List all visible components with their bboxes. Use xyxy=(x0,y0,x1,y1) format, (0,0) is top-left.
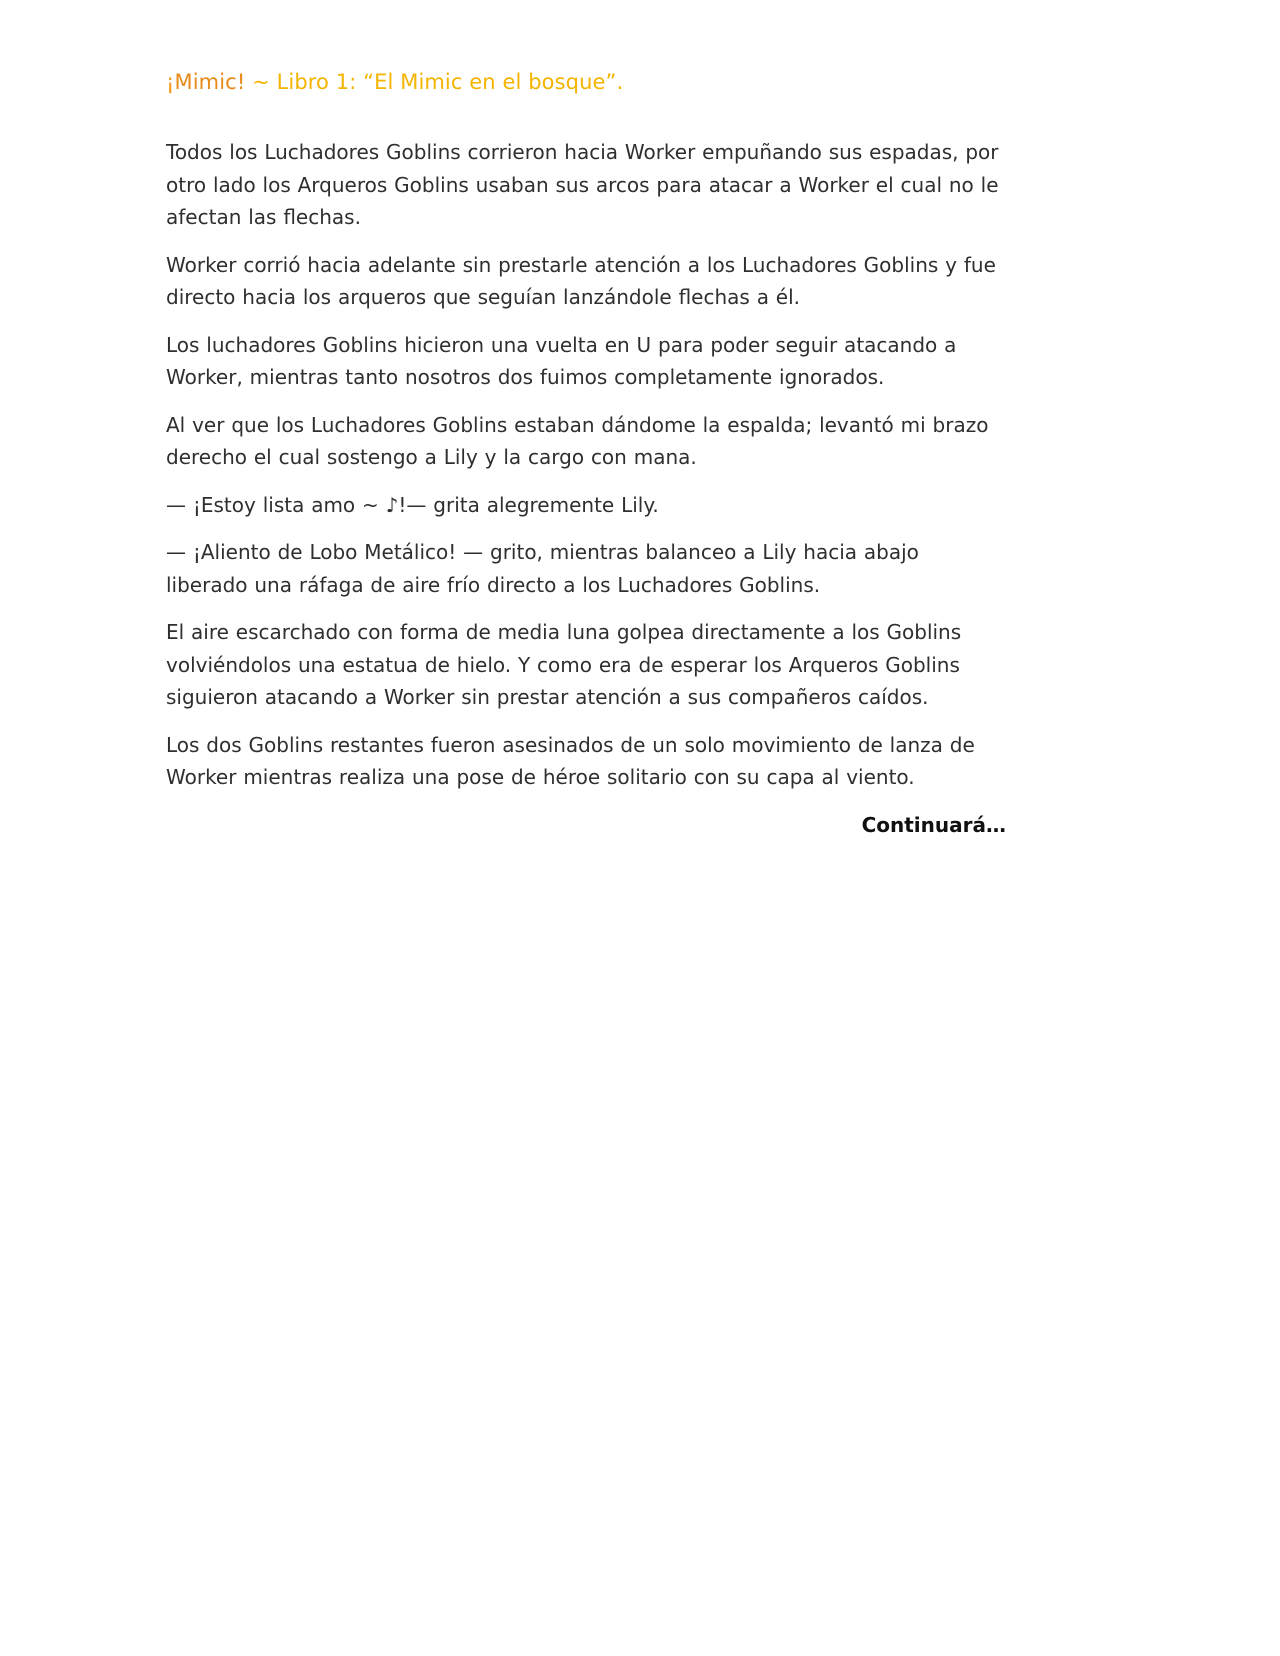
header-separator: ~ xyxy=(245,70,277,94)
header-series-name: Mimic! xyxy=(174,70,246,94)
paragraph: Los luchadores Goblins hicieron una vuelta en U para poder seguir atacando a Worker, mientras tanto nosotros dos fuimos completamente ignorados. xyxy=(166,332,957,389)
paragraph: El aire escarchado con forma de media luna golpea directamente a los Goblins volviéndolos una estatua de hielo. Y como era de esperar los Arqueros Goblins siguieron atacando a Worker sin prestar atención a sus compañeros caídos. xyxy=(166,620,962,709)
header-book-title: Libro 1: “El Mimic en el bosque”. xyxy=(276,70,624,94)
paragraph: Worker corrió hacia adelante sin prestarle atención a los Luchadores Goblins y fue directo hacia los arqueros que seguían lanzándole flechas a él. xyxy=(166,252,996,309)
header-exclamation: ¡ xyxy=(166,70,175,94)
continue-label: Continuará… xyxy=(861,812,1006,837)
story-body xyxy=(166,136,1006,794)
paragraph: — ¡Estoy lista amo ~ ♪!— grita alegremente Lily. xyxy=(166,492,659,517)
paragraph: Los dos Goblins restantes fueron asesinados de un solo movimiento de lanza de Worker mientras realiza una pose de héroe solitario con su capa al viento. xyxy=(166,732,975,789)
document-header xyxy=(166,66,1006,98)
document-page xyxy=(166,66,1006,841)
paragraph: — ¡Aliento de Lobo Metálico! — grito, mientras balanceo a Lily hacia abajo liberado una ráfaga de aire frío directo a los Luchadores Goblins. xyxy=(166,540,919,597)
paragraph: Todos los Luchadores Goblins corrieron hacia Worker empuñando sus espadas, por otro lado los Arqueros Goblins usaban sus arcos para atacar a Worker el cual no le afectan las flechas. xyxy=(166,140,999,229)
paragraph: Al ver que los Luchadores Goblins estaban dándome la espalda; levantó mi brazo derecho el cual sostengo a Lily y la cargo con mana. xyxy=(166,412,989,469)
